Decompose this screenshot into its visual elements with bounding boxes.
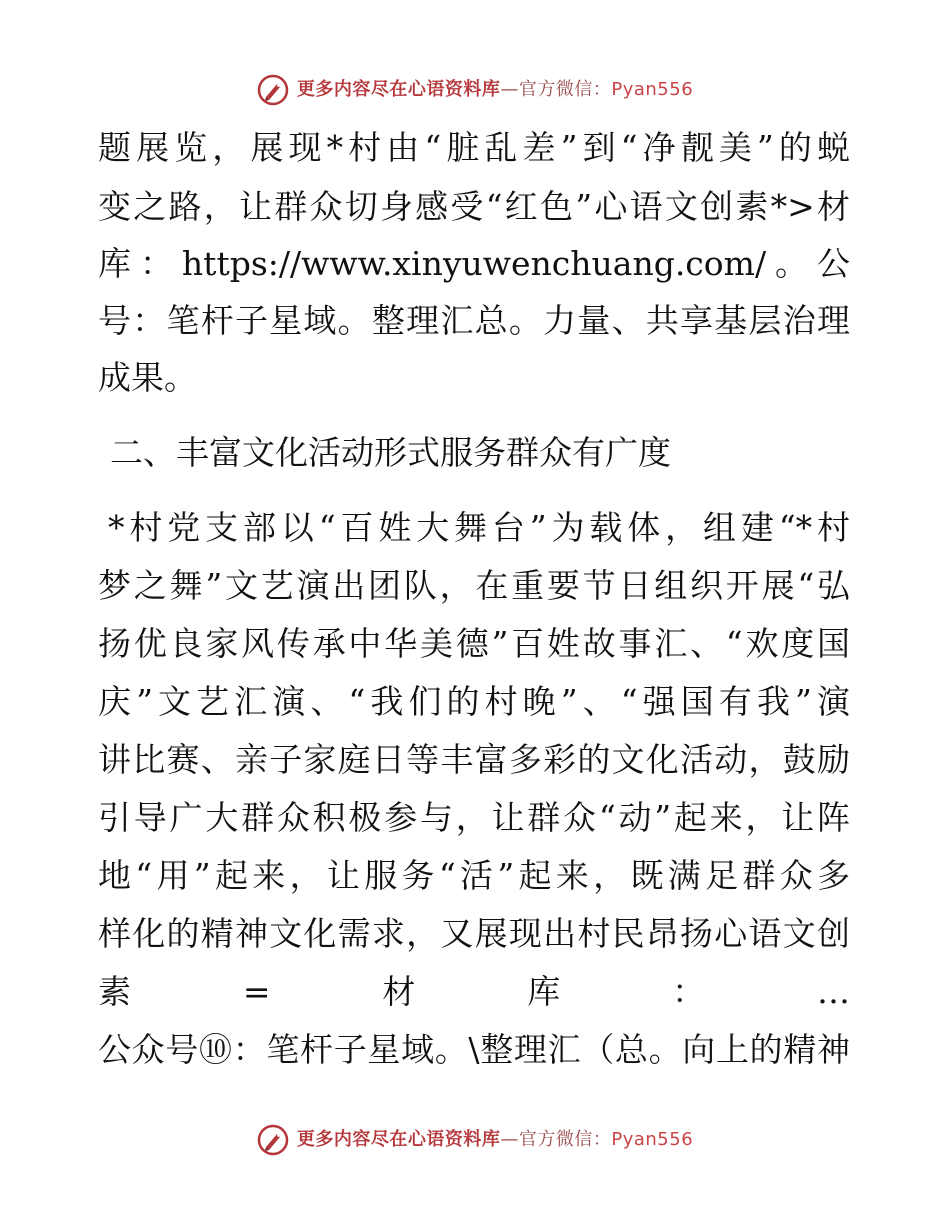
watermark-text bbox=[297, 81, 693, 99]
body-line: 变之路，让群众切身感受“红色”心语文创素*>材 bbox=[98, 187, 850, 226]
body-line: *村党支部以“百姓大舞台”为载体，组建“*村 bbox=[108, 508, 850, 547]
watermark-brand: 更多内容尽在心语资料库 bbox=[296, 1129, 501, 1150]
watermark-contact: Pyan556 bbox=[611, 79, 694, 100]
body-line: 地“用”起来，让服务“活”起来，既满足群众多 bbox=[98, 856, 850, 895]
pen-logo-icon bbox=[257, 74, 289, 106]
body-line: 讲比赛、亲子家庭日等丰富多彩的文化活动，鼓励 bbox=[98, 740, 850, 779]
body-line: 成果。 bbox=[98, 358, 197, 397]
body-line: 庆”文艺汇演、“我们的村晚”、“强国有我”演 bbox=[98, 682, 850, 721]
watermark-separator: — bbox=[500, 1129, 519, 1150]
body-line: 号：笔杆子星域。整理汇总。力量、共享基层治理 bbox=[98, 301, 850, 340]
body-line: 梦之舞”文艺演出团队，在重要节日组织开展“弘 bbox=[98, 566, 850, 605]
body-line: 题展览，展现*村由“脏乱差”到“净靓美”的蜕 bbox=[98, 128, 850, 167]
watermark-separator: — bbox=[500, 79, 519, 100]
body-line: 样化的精神文化需求，又展现出村民昂扬心语文创 bbox=[98, 914, 850, 953]
watermark-contact: Pyan556 bbox=[611, 1129, 694, 1150]
pen-logo-icon bbox=[257, 1124, 289, 1156]
watermark-official-label: 官方微信： bbox=[518, 1129, 612, 1150]
body-line: 引导广大群众积极参与，让群众“动”起来，让阵 bbox=[98, 798, 850, 837]
header-watermark bbox=[0, 70, 950, 110]
watermark-official-label: 官方微信： bbox=[518, 79, 612, 100]
section-heading: 二、丰富文化活动形式服务群众有广度 bbox=[110, 433, 671, 472]
footer-watermark bbox=[0, 1120, 950, 1160]
body-line: 素=材库：… bbox=[98, 972, 850, 1011]
body-line: 库：https://www.xinyuwenchuang.com/。公 bbox=[98, 244, 850, 283]
body-line: 公众号⑩：笔杆子星域。\整理汇（总。向上的精神 bbox=[98, 1030, 850, 1069]
watermark-brand: 更多内容尽在心语资料库 bbox=[296, 79, 501, 100]
body-line: 扬优良家风传承中华美德”百姓故事汇、“欢度国 bbox=[98, 624, 850, 663]
watermark-text bbox=[297, 1131, 693, 1149]
